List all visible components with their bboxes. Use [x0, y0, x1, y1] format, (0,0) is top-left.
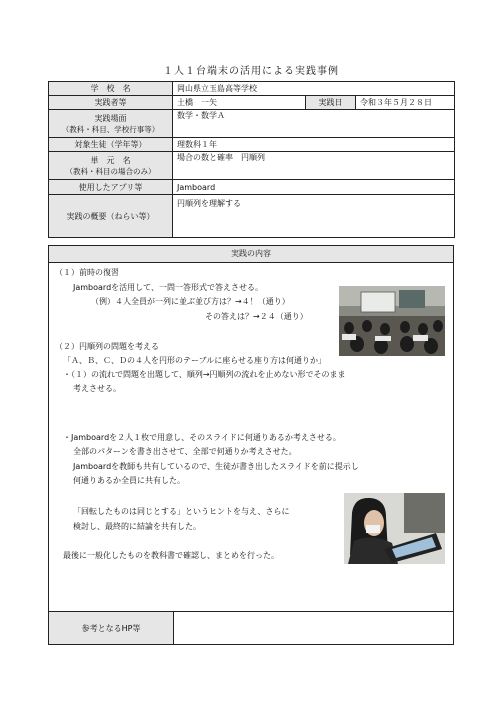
- content-line: 検討し、最終的に結論を共有した。: [73, 522, 201, 531]
- content-line: その答えは？→２４（通り）: [205, 312, 308, 321]
- reference-value: [174, 612, 453, 644]
- teacher-label: 実践者等: [49, 96, 173, 110]
- content-line: 何通りあるか全員に共有した。: [73, 476, 185, 485]
- content-line: 「Ａ、Ｂ、Ｃ、Ｄの４人を円形のテーブルに座らせる座り方は何通りか」: [63, 356, 327, 365]
- app-value: Jamboard: [173, 180, 455, 195]
- scene-label: 実践場面: [94, 113, 127, 123]
- unit-label-cell: [49, 152, 173, 180]
- content-line: （２）円順列の問題を考える: [55, 342, 159, 351]
- students-label: 対象生徒（学年等）: [49, 138, 173, 152]
- content-line: 「回転したものは同じとする」というヒントを与え、さらに: [73, 507, 290, 516]
- date-value: 令和３年５月２８日: [356, 96, 455, 110]
- scene-label-cell: [49, 110, 173, 138]
- content-line: 最後に一般化したものを教科書で確認し、まとめを行った。: [63, 551, 279, 560]
- students-value: 理数科１年: [173, 138, 455, 152]
- classroom-photo: [339, 286, 445, 356]
- content-line: Jamboardを教師も共有しているので、生徒が書き出したスライドを前に提示し: [73, 462, 359, 471]
- aim-label: 実践の概要（ねらい等）: [49, 195, 173, 238]
- scene-value: 数学・数学Ａ: [173, 110, 455, 138]
- student-tablet-photo: [344, 493, 445, 564]
- teacher-value: 土橋 一矢: [173, 96, 306, 110]
- info-table: [48, 81, 455, 238]
- app-label: 使用したアプリ等: [49, 180, 173, 195]
- unit-sublabel: （教科・科目の場合のみ）: [65, 166, 156, 176]
- school-value: 岡山県立玉島高等学校: [173, 82, 455, 96]
- unit-value: 場合の数と確率 円順列: [173, 152, 455, 180]
- content-line: ・（１）の流れで問題を出題して、順列→円順列の流れを止めない形でそのまま: [63, 370, 346, 379]
- content-line: ・Jamboardを２人１枚で用意し、そのスライドに何通りあるか考えさせる。: [63, 433, 341, 442]
- content-line: 全部のパターンを書き出させて、全部で何通りか考えさせた。: [73, 447, 297, 456]
- content-box: [48, 245, 454, 645]
- content-line: Jamboardを活用して、一問一答形式で答えさせる。: [73, 283, 263, 292]
- content-line: （１）前時の復習: [55, 268, 119, 277]
- content-heading: 実践の内容: [49, 246, 453, 263]
- content-body: [49, 263, 453, 615]
- content-line: 考えさせる。: [73, 384, 121, 393]
- date-label: 実践日: [306, 96, 356, 110]
- unit-label: 単 元 名: [90, 155, 131, 165]
- aim-value: 円順列を理解する: [173, 195, 455, 238]
- content-line: （例）４人全員が一列に並ぶ並び方は？→４！（通り）: [91, 297, 290, 306]
- scene-sublabel: （教科・科目、学校行事等）: [61, 124, 160, 134]
- reference-label: 参考となるHP等: [49, 612, 174, 644]
- page-title: １人１台端末の活用による実践事例: [163, 66, 339, 77]
- school-label: 学 校 名: [49, 82, 173, 96]
- reference-row: [49, 611, 453, 644]
